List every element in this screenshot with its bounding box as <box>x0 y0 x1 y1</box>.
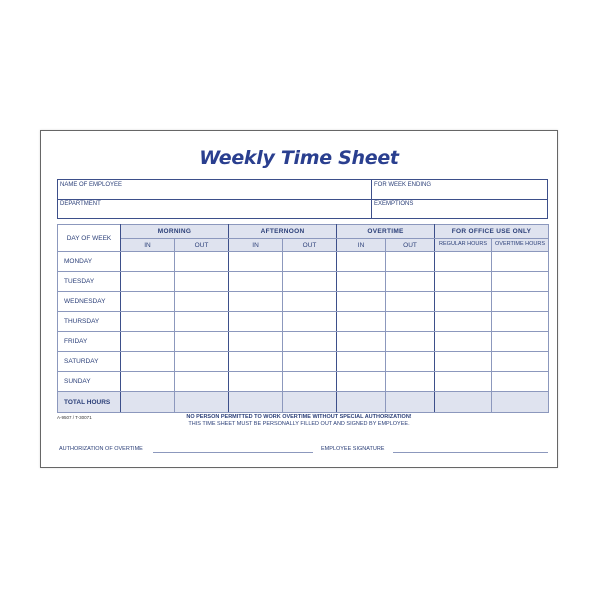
time-cell[interactable] <box>337 352 386 372</box>
day-of-week-header: DAY OF WEEK <box>58 225 121 252</box>
total-cell[interactable] <box>229 392 283 413</box>
total-cell[interactable] <box>435 392 492 413</box>
department-field[interactable]: DEPARTMENT <box>60 201 101 207</box>
notice-line-1: NO PERSON PERMITTED TO WORK OVERTIME WITHOUT SPECIAL AUTHORIZATION! <box>186 414 412 420</box>
time-cell[interactable] <box>283 352 337 372</box>
time-cell[interactable] <box>386 372 435 392</box>
morning-in-header: IN <box>121 239 175 252</box>
office-use-header: FOR OFFICE USE ONLY <box>435 225 549 239</box>
time-cell[interactable] <box>229 252 283 272</box>
overtime-header: OVERTIME <box>337 225 435 239</box>
authorization-signature-line[interactable] <box>153 452 313 453</box>
office-cell[interactable] <box>492 352 549 372</box>
time-cell[interactable] <box>121 292 175 312</box>
overtime-in-header: IN <box>337 239 386 252</box>
total-cell[interactable] <box>337 392 386 413</box>
authorization-label: AUTHORIZATION OF OVERTIME <box>59 446 143 452</box>
time-cell[interactable] <box>337 252 386 272</box>
afternoon-in-header: IN <box>229 239 283 252</box>
hours-table <box>57 224 549 413</box>
afternoon-header: AFTERNOON <box>229 225 337 239</box>
time-cell[interactable] <box>229 272 283 292</box>
time-cell[interactable] <box>386 272 435 292</box>
time-cell[interactable] <box>121 332 175 352</box>
employee-name-field[interactable]: NAME OF EMPLOYEE <box>60 182 123 188</box>
time-cell[interactable] <box>283 332 337 352</box>
time-cell[interactable] <box>283 252 337 272</box>
table-row <box>58 352 549 372</box>
time-cell[interactable] <box>283 312 337 332</box>
time-cell[interactable] <box>229 292 283 312</box>
day-label: SATURDAY <box>58 352 121 372</box>
office-cell[interactable] <box>492 332 549 352</box>
time-cell[interactable] <box>337 372 386 392</box>
day-label: TUESDAY <box>58 272 121 292</box>
total-cell[interactable] <box>175 392 229 413</box>
time-cell[interactable] <box>175 252 229 272</box>
table-row <box>58 252 549 272</box>
form-title: Weekly Time Sheet <box>199 147 399 169</box>
time-cell[interactable] <box>121 312 175 332</box>
time-cell[interactable] <box>283 272 337 292</box>
total-cell[interactable] <box>121 392 175 413</box>
total-hours-label: TOTAL HOURS <box>58 392 121 413</box>
office-cell[interactable] <box>435 292 492 312</box>
time-cell[interactable] <box>121 352 175 372</box>
time-cell[interactable] <box>337 332 386 352</box>
employee-signature-line[interactable] <box>393 452 548 453</box>
exemptions-field[interactable]: EXEMPTIONS <box>374 201 414 207</box>
afternoon-out-header: OUT <box>283 239 337 252</box>
overtime-out-header: OUT <box>386 239 435 252</box>
time-cell[interactable] <box>175 372 229 392</box>
time-cell[interactable] <box>229 332 283 352</box>
form-code: A-9507 / T-30071 <box>57 415 92 420</box>
info-divider-vertical <box>371 180 372 218</box>
time-cell[interactable] <box>175 272 229 292</box>
office-cell[interactable] <box>435 252 492 272</box>
office-cell[interactable] <box>435 272 492 292</box>
day-label: SUNDAY <box>58 372 121 392</box>
total-cell[interactable] <box>386 392 435 413</box>
office-cell[interactable] <box>435 312 492 332</box>
time-cell[interactable] <box>386 252 435 272</box>
time-cell[interactable] <box>337 312 386 332</box>
office-cell[interactable] <box>435 372 492 392</box>
table-row <box>58 372 549 392</box>
time-cell[interactable] <box>175 312 229 332</box>
total-cell[interactable] <box>492 392 549 413</box>
week-ending-field[interactable]: FOR WEEK ENDING <box>374 182 432 188</box>
time-cell[interactable] <box>175 352 229 372</box>
morning-out-header: OUT <box>175 239 229 252</box>
office-cell[interactable] <box>492 272 549 292</box>
office-cell[interactable] <box>492 252 549 272</box>
table-row <box>58 312 549 332</box>
time-cell[interactable] <box>229 352 283 372</box>
day-label: MONDAY <box>58 252 121 272</box>
time-cell[interactable] <box>283 292 337 312</box>
time-cell[interactable] <box>337 272 386 292</box>
time-cell[interactable] <box>386 292 435 312</box>
time-cell[interactable] <box>175 332 229 352</box>
total-row <box>58 392 549 413</box>
overtime-notice <box>41 414 557 428</box>
time-cell[interactable] <box>386 312 435 332</box>
time-cell[interactable] <box>386 352 435 372</box>
time-cell[interactable] <box>229 372 283 392</box>
day-label: THURSDAY <box>58 312 121 332</box>
regular-hours-header: REGULAR HOURS <box>435 239 492 252</box>
office-cell[interactable] <box>435 332 492 352</box>
employee-signature-label: EMPLOYEE SIGNATURE <box>321 446 385 452</box>
time-cell[interactable] <box>121 272 175 292</box>
time-cell[interactable] <box>175 292 229 312</box>
office-cell[interactable] <box>492 292 549 312</box>
time-cell[interactable] <box>229 312 283 332</box>
morning-header: MORNING <box>121 225 229 239</box>
table-row <box>58 292 549 312</box>
office-cell[interactable] <box>492 372 549 392</box>
office-cell[interactable] <box>492 312 549 332</box>
info-divider-horizontal <box>58 199 547 200</box>
notice-line-2: THIS TIME SHEET MUST BE PERSONALLY FILLED OUT AND SIGNED BY EMPLOYEE. <box>188 421 410 427</box>
time-cell[interactable] <box>121 252 175 272</box>
time-cell[interactable] <box>337 292 386 312</box>
time-cell[interactable] <box>283 372 337 392</box>
table-row <box>58 332 549 352</box>
office-cell[interactable] <box>435 352 492 372</box>
time-cell[interactable] <box>386 332 435 352</box>
time-sheet-form <box>40 130 558 468</box>
total-cell[interactable] <box>283 392 337 413</box>
day-label: WEDNESDAY <box>58 292 121 312</box>
table-row <box>58 272 549 292</box>
overtime-hours-header: OVERTIME HOURS <box>492 239 549 252</box>
employee-info-box <box>57 179 548 219</box>
time-cell[interactable] <box>121 372 175 392</box>
day-label: FRIDAY <box>58 332 121 352</box>
